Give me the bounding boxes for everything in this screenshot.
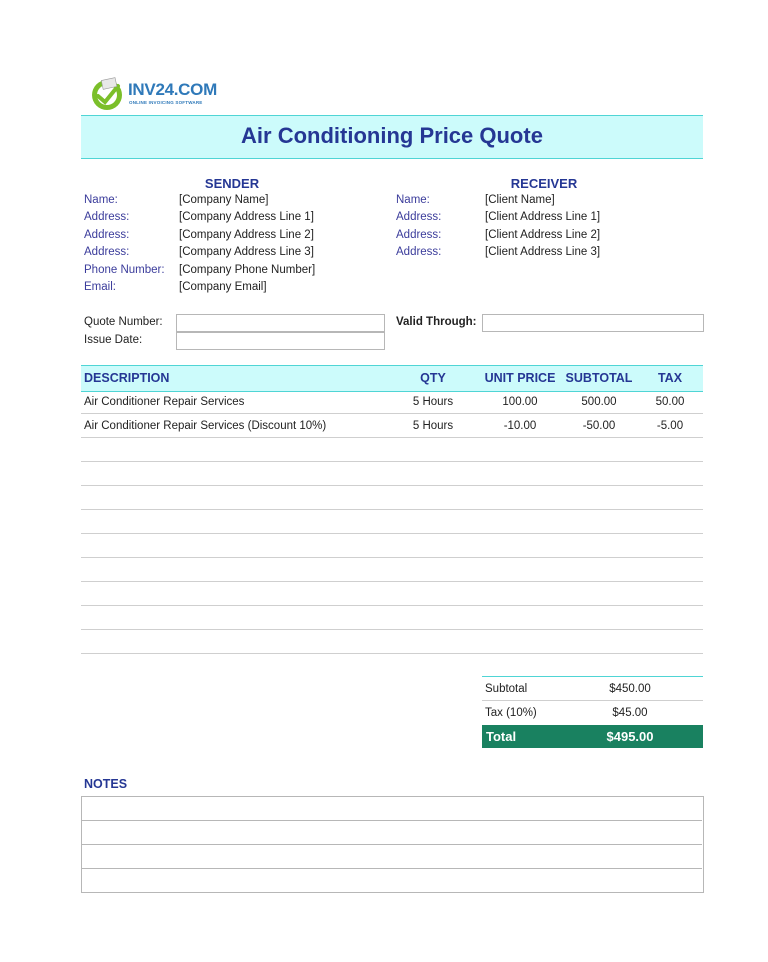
notes-line [82, 844, 702, 845]
sender-phone-label: Phone Number: [84, 264, 165, 276]
row-tax: 50.00 [655, 396, 685, 408]
receiver-heading: RECEIVER [510, 176, 578, 191]
totals-top-rule [482, 676, 703, 677]
col-qty: QTY [420, 371, 446, 385]
row-divider [81, 509, 703, 510]
issue-date-field[interactable] [176, 332, 385, 350]
logo-globe-icon [88, 76, 126, 114]
logo-tagline: ONLINE INVOICING SOFTWARE [129, 100, 203, 105]
receiver-address1-value: [Client Address Line 1] [485, 211, 601, 223]
col-tax: TAX [657, 371, 683, 385]
sender-address1-value: [Company Address Line 1] [179, 211, 314, 223]
row-divider [81, 629, 703, 630]
sender-phone-value: [Company Phone Number] [179, 264, 316, 276]
row-description: Air Conditioner Repair Services [84, 396, 245, 408]
logo [88, 74, 218, 114]
sender-address2-label: Address: [84, 229, 130, 241]
row-unit-price: 100.00 [502, 396, 538, 408]
sender-name-value: [Company Name] [179, 194, 269, 206]
sender-address2-value: [Company Address Line 2] [179, 229, 314, 241]
receiver-address2-label: Address: [396, 229, 442, 241]
receiver-address2-value: [Client Address Line 2] [485, 229, 601, 241]
row-divider [81, 461, 703, 462]
row-divider [81, 653, 703, 654]
sender-heading: SENDER [204, 176, 260, 191]
row-divider [81, 485, 703, 486]
total-label: Total [486, 729, 517, 744]
receiver-address3-label: Address: [396, 246, 442, 258]
sender-email-value: [Company Email] [179, 281, 267, 293]
total-value: $495.00 [606, 729, 654, 744]
sender-email-label: Email: [84, 281, 116, 293]
row-divider [81, 605, 703, 606]
page-title: Air Conditioning Price Quote [241, 123, 543, 148]
sender-name-label: Name: [84, 194, 118, 206]
subtotal-label: Subtotal [485, 683, 528, 695]
receiver-address1-label: Address: [396, 211, 442, 223]
notes-line [82, 868, 702, 869]
valid-through-label: Valid Through: [396, 316, 477, 328]
quote-number-field[interactable] [176, 314, 385, 332]
subtotal-value: $450.00 [609, 683, 651, 695]
tax-label: Tax (10%) [485, 707, 537, 719]
row-unit-price: -10.00 [503, 420, 537, 432]
notes-heading: NOTES [84, 777, 128, 791]
valid-through-field[interactable] [482, 314, 704, 332]
sender-address1-label: Address: [84, 211, 130, 223]
issue-date-label: Issue Date: [84, 334, 143, 346]
row-description: Air Conditioner Repair Services (Discount 10%) [84, 420, 327, 432]
col-subtotal: SUBTOTAL [565, 371, 633, 385]
notes-line [82, 820, 702, 821]
col-unit-price: UNIT PRICE [484, 371, 556, 385]
quote-number-label: Quote Number: [84, 316, 163, 328]
col-description: DESCRIPTION [84, 371, 170, 385]
tax-value: $45.00 [612, 707, 648, 719]
sender-address3-value: [Company Address Line 3] [179, 246, 314, 258]
receiver-address3-value: [Client Address Line 3] [485, 246, 601, 258]
row-subtotal: 500.00 [581, 396, 617, 408]
row-divider [81, 437, 703, 438]
row-divider [81, 557, 703, 558]
row-subtotal: -50.00 [582, 420, 616, 432]
row-tax: -5.00 [656, 420, 684, 432]
receiver-name-value: [Client Name] [485, 194, 555, 206]
row-divider [81, 413, 703, 414]
row-divider [81, 533, 703, 534]
receiver-name-label: Name: [396, 194, 430, 206]
row-qty: 5 Hours [412, 420, 454, 432]
totals-divider [482, 700, 703, 701]
sender-address3-label: Address: [84, 246, 130, 258]
row-divider [81, 581, 703, 582]
logo-brand: INV24.COM [128, 80, 217, 99]
row-qty: 5 Hours [412, 396, 454, 408]
